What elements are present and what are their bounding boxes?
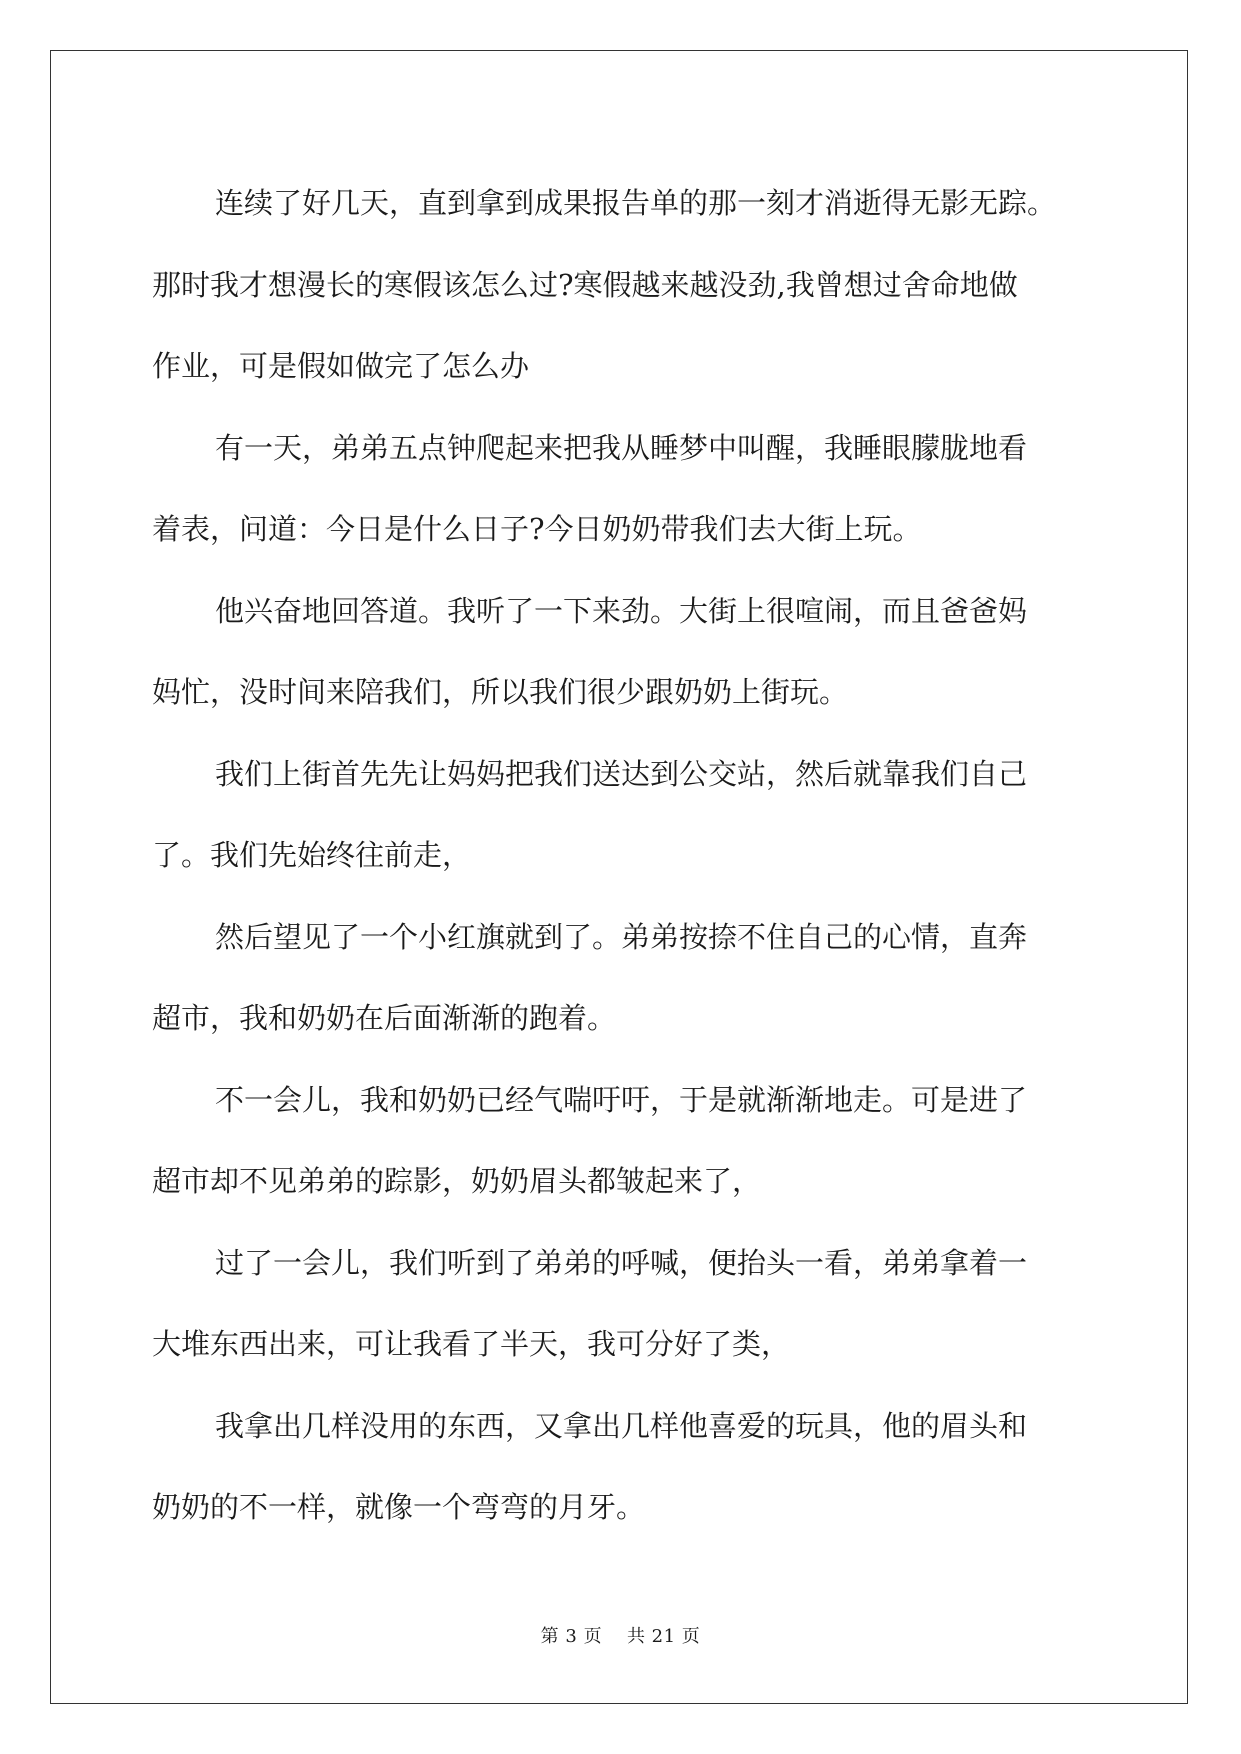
paragraph-1 xyxy=(152,163,1092,408)
paragraph-8 xyxy=(152,1386,1092,1549)
page-number-label: 第 3 页 共 21 页 xyxy=(540,1626,701,1647)
paragraph-line: 作业，可是假如做完了怎么办 xyxy=(152,349,530,383)
paragraph-line: 超市，我和奶奶在后面渐渐的跑着。 xyxy=(152,1001,617,1035)
paragraph-4 xyxy=(152,734,1092,897)
paragraph-line: 他兴奋地回答道。我听了一下来劲。大街上很喧闹，而且爸爸妈 xyxy=(215,593,1028,628)
page-footer xyxy=(0,1622,1241,1648)
paragraph-line: 大堆东西出来，可让我看了半天，我可分好了类， xyxy=(152,1327,791,1361)
paragraph-line: 连续了好几天，直到拿到成果报告单的那一刻才消逝得无影无踪。 xyxy=(215,186,1057,220)
paragraph-line: 过了一会儿，我们听到了弟弟的呼喊，便抬头一看，弟弟拿着一 xyxy=(215,1245,1028,1280)
paragraph-6 xyxy=(152,1060,1092,1223)
paragraph-line: 不一会儿，我和奶奶已经气喘吁吁，于是就渐渐地走。可是进了 xyxy=(215,1082,1028,1117)
paragraph-line: 奶奶的不一样，就像一个弯弯的月牙。 xyxy=(152,1490,646,1524)
paragraph-5 xyxy=(152,897,1092,1060)
paragraph-line: 了。我们先始终往前走， xyxy=(152,838,472,872)
paragraph-line: 然后望见了一个小红旗就到了。弟弟按捺不住自己的心情，直奔 xyxy=(215,919,1028,954)
paragraph-line: 妈忙，没时间来陪我们，所以我们很少跟奶奶上街玩。 xyxy=(152,675,849,709)
paragraph-2 xyxy=(152,408,1092,571)
paragraph-line: 着表，问道：今日是什么日子?今日奶奶带我们去大街上玩。 xyxy=(152,512,922,546)
paragraph-line: 那时我才想漫长的寒假该怎么过?寒假越来越没劲,我曾想过舍命地做 xyxy=(152,267,1018,302)
paragraph-line: 我们上街首先先让妈妈把我们送达到公交站，然后就靠我们自己 xyxy=(215,756,1028,791)
paragraph-3 xyxy=(152,571,1092,734)
paragraph-7 xyxy=(152,1223,1092,1386)
paragraph-line: 有一天，弟弟五点钟爬起来把我从睡梦中叫醒，我睡眼朦胧地看 xyxy=(215,430,1028,465)
paragraph-line: 我拿出几样没用的东西，又拿出几样他喜爱的玩具，他的眉头和 xyxy=(215,1408,1028,1443)
document-body xyxy=(152,163,1092,1549)
paragraph-line: 超市却不见弟弟的踪影，奶奶眉头都皱起来了， xyxy=(152,1164,762,1198)
